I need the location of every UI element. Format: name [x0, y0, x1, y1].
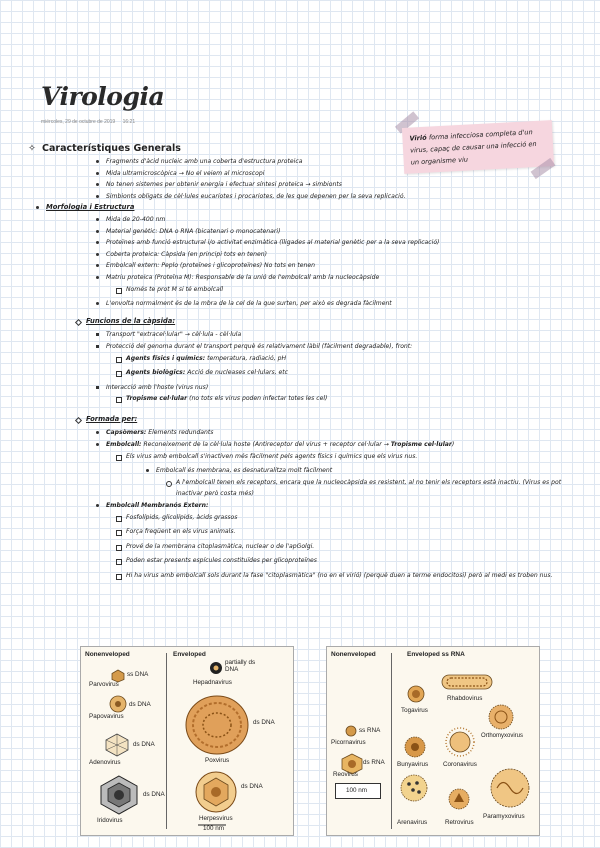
bullet-icon	[96, 276, 99, 279]
checkbox-icon	[116, 574, 122, 580]
list-item: Mida ultramicroscòpica → No el veiem al microscopi	[28, 168, 568, 180]
diamond-bullet-icon	[75, 417, 82, 424]
list-subitem: Prové de la membrana citoplasmàtica, nuclear o de l'apGolgi.	[28, 541, 568, 556]
hepadnavirus-illustration	[209, 661, 223, 675]
scale-box	[335, 783, 381, 799]
note-term: Virió	[409, 133, 427, 143]
enveloped-header: Enveloped ss RNA	[407, 651, 465, 658]
square-bullet-icon	[96, 333, 99, 336]
orthomyxovirus-illustration	[487, 703, 515, 731]
list-subitem: Força freqüent en els virus animals.	[28, 526, 568, 541]
herpesvirus-illustration	[195, 771, 237, 813]
list-subitem: Els virus amb embolcall s'inactiven més fàcilment pels agents físics i químics que els virus nus.	[28, 451, 568, 466]
papovavirus-illustration	[109, 695, 127, 713]
checkbox-icon	[116, 371, 122, 377]
bullet-icon	[96, 183, 99, 186]
list-item: No tenen sistemes per obtenir energia i efectuar síntesi proteica → simbionts	[28, 179, 568, 191]
bullet-icon	[96, 195, 99, 198]
checkbox-icon	[116, 455, 122, 461]
bullet-icon	[96, 302, 99, 305]
checkbox-icon	[116, 288, 122, 294]
list-item: Simbionts obligats de cèl·lules eucariotes i procariotes, de les que depenen per la seva replicació.	[28, 191, 568, 203]
square-bullet-icon	[96, 345, 99, 348]
rna-virus-figure: Nonenveloped Enveloped ss RNA ss RNA Picornavirus ds RNA Reovirus 100 nm Togavirus Rhabdovirus Orthomyxovirus Bunyavirus Coronavirus Arenavirus Retrovirus Paramyxovirus	[326, 646, 540, 836]
list-item: Embolcall Membranós Extern:	[28, 500, 568, 512]
page-time: 16:21	[122, 119, 136, 125]
square-bullet-icon	[96, 386, 99, 389]
list-subitem: Embolcall és membrana, es desnaturalitza molt fàcilment	[28, 465, 568, 477]
scale-label: 100 nm	[203, 825, 225, 832]
list-subitem: Tropisme cel·lular (no tots els virus poden infectar totes les cel)	[28, 393, 568, 408]
poxvirus-illustration	[185, 695, 249, 755]
checkbox-icon	[116, 530, 122, 536]
list-item: Protecció del genoma durant el transport perquè és relativament làbil (fàcilment degradable), front:	[28, 341, 568, 353]
circle-bullet-icon	[166, 481, 172, 487]
date-line	[41, 119, 141, 125]
bullet-icon	[96, 443, 99, 446]
diamond-bullet-icon	[75, 319, 82, 326]
bunyavirus-illustration	[403, 735, 427, 759]
checkbox-icon	[116, 516, 122, 522]
togavirus-illustration	[407, 685, 425, 703]
list-item: Fragments d'àcid nucleic amb una coberta d'estructura proteica	[28, 156, 568, 168]
list-item: Matriu proteica (Proteïna M): Responsable de la unió de l'embolcall amb la nucleocàpside	[28, 272, 568, 284]
checkbox-icon	[116, 357, 122, 363]
bullet-icon	[96, 160, 99, 163]
list-item: Material genètic: DNA o RNA (bicatenari o monocatenari)	[28, 226, 568, 238]
heading-morfologia: Morfologia i Estructura	[28, 202, 568, 214]
iridovirus-illustration	[99, 775, 139, 815]
bullet-icon	[36, 206, 39, 209]
list-item: Embolcall extern: Peplo (proteïnes i glicoproteïnes) No tots en tenen	[28, 260, 568, 272]
figure-divider	[391, 653, 392, 829]
list-item: L'envolta normalment és de la mbra de la cel de la que surten, per això es degrada fàcilment	[28, 298, 568, 310]
list-subitem: Agents físics i químics: temperatura, radiació, pH	[28, 353, 568, 368]
list-item: Proteïnes amb funció estructural i/o activitat enzimàtica (lligades al material genètic per a la seva replicació)	[28, 237, 568, 249]
list-subitem: A l'embolcall tenen els receptors, encara que la nucleocàpsida es resistent, al no tenir els receptors està inactiu. (Virus es pot inactivar però costa més)	[28, 477, 586, 500]
list-subitem: Hi ha virus amb embolcall sols durant la fase "citoplasmàtica" (no en el virió) (perquè duen a terme endocitosi) però al medi es troben nus.	[28, 570, 566, 585]
bullet-icon	[96, 253, 99, 256]
list-subitem: Agents biològics: Acció de nucleases cel·lulars, etc	[28, 367, 568, 382]
list-subitem: Fosfolípids, glicolípids, àcids grassos	[28, 512, 568, 527]
nonenveloped-header: Nonenveloped	[331, 651, 376, 658]
heading-funcions-capsida: Funcions de la càpsida:	[28, 316, 568, 330]
dna-virus-figure: Nonenveloped Enveloped ss DNA Parvovirus ds DNA Papovavirus ds DNA Adenovirus ds DNA Iridovirus partially ds DNA Hepadnavirus ds DNA Poxvirus ds DNA Herpesvirus 100 nm	[80, 646, 294, 836]
list-item: Interacció amb l'hoste (virus nus)	[28, 382, 568, 394]
list-item: Transport "extracel·lular" → cèl·lula - cèl·lula	[28, 329, 568, 341]
bullet-icon	[96, 504, 99, 507]
nonenveloped-header: Nonenveloped	[85, 651, 130, 658]
checkbox-icon	[116, 545, 122, 551]
heading-caracteristiques: ✧ Característiques Generals	[28, 143, 181, 154]
list-subitem: Poden estar presents espícules constituïdes per glicoproteïnes	[28, 555, 568, 570]
list-item: Capsòmers: Elements redundants	[28, 427, 568, 439]
checkbox-icon	[116, 559, 122, 565]
bullet-icon	[96, 230, 99, 233]
note-text: forma infecciosa completa d'un virus, capaç de causar una infecció en un organisme viu	[409, 128, 537, 167]
arenavirus-illustration	[399, 773, 429, 803]
adenovirus-illustration	[105, 733, 129, 757]
page-date: miércoles, 29 de octubre de 2019	[41, 119, 116, 125]
list-item: Embolcall: Reconeixement de la cèl·lula hoste (Antireceptor del virus + receptor cel·lular → Tropisme cel·lular )	[28, 439, 568, 451]
figure-divider	[166, 653, 167, 829]
picornavirus-illustration	[345, 725, 357, 737]
coronavirus-illustration	[445, 727, 475, 757]
bullet-icon	[96, 264, 99, 267]
bullet-icon	[96, 218, 99, 221]
bullet-icon	[96, 431, 99, 434]
diamond-star-icon: ✧	[28, 143, 36, 154]
enveloped-header: Enveloped	[173, 651, 206, 658]
heading-formada-per: Formada per:	[28, 414, 568, 428]
retrovirus-illustration	[447, 787, 471, 811]
list-item: Coberta proteica: Càpsida (en principi tots en tenen)	[28, 249, 568, 261]
scale-label: 100 nm	[346, 787, 368, 794]
paramyxovirus-illustration	[489, 767, 531, 809]
list-subitem: Només te prot M si té embolcall	[28, 284, 568, 299]
page-title: Virologia	[41, 82, 165, 111]
rhabdovirus-illustration	[441, 673, 493, 691]
bullet-icon	[146, 469, 149, 472]
outline	[28, 141, 568, 585]
bullet-icon	[96, 172, 99, 175]
list-item: Mida de 20-400 nm	[28, 214, 568, 226]
checkbox-icon	[116, 397, 122, 403]
bullet-icon	[96, 241, 99, 244]
